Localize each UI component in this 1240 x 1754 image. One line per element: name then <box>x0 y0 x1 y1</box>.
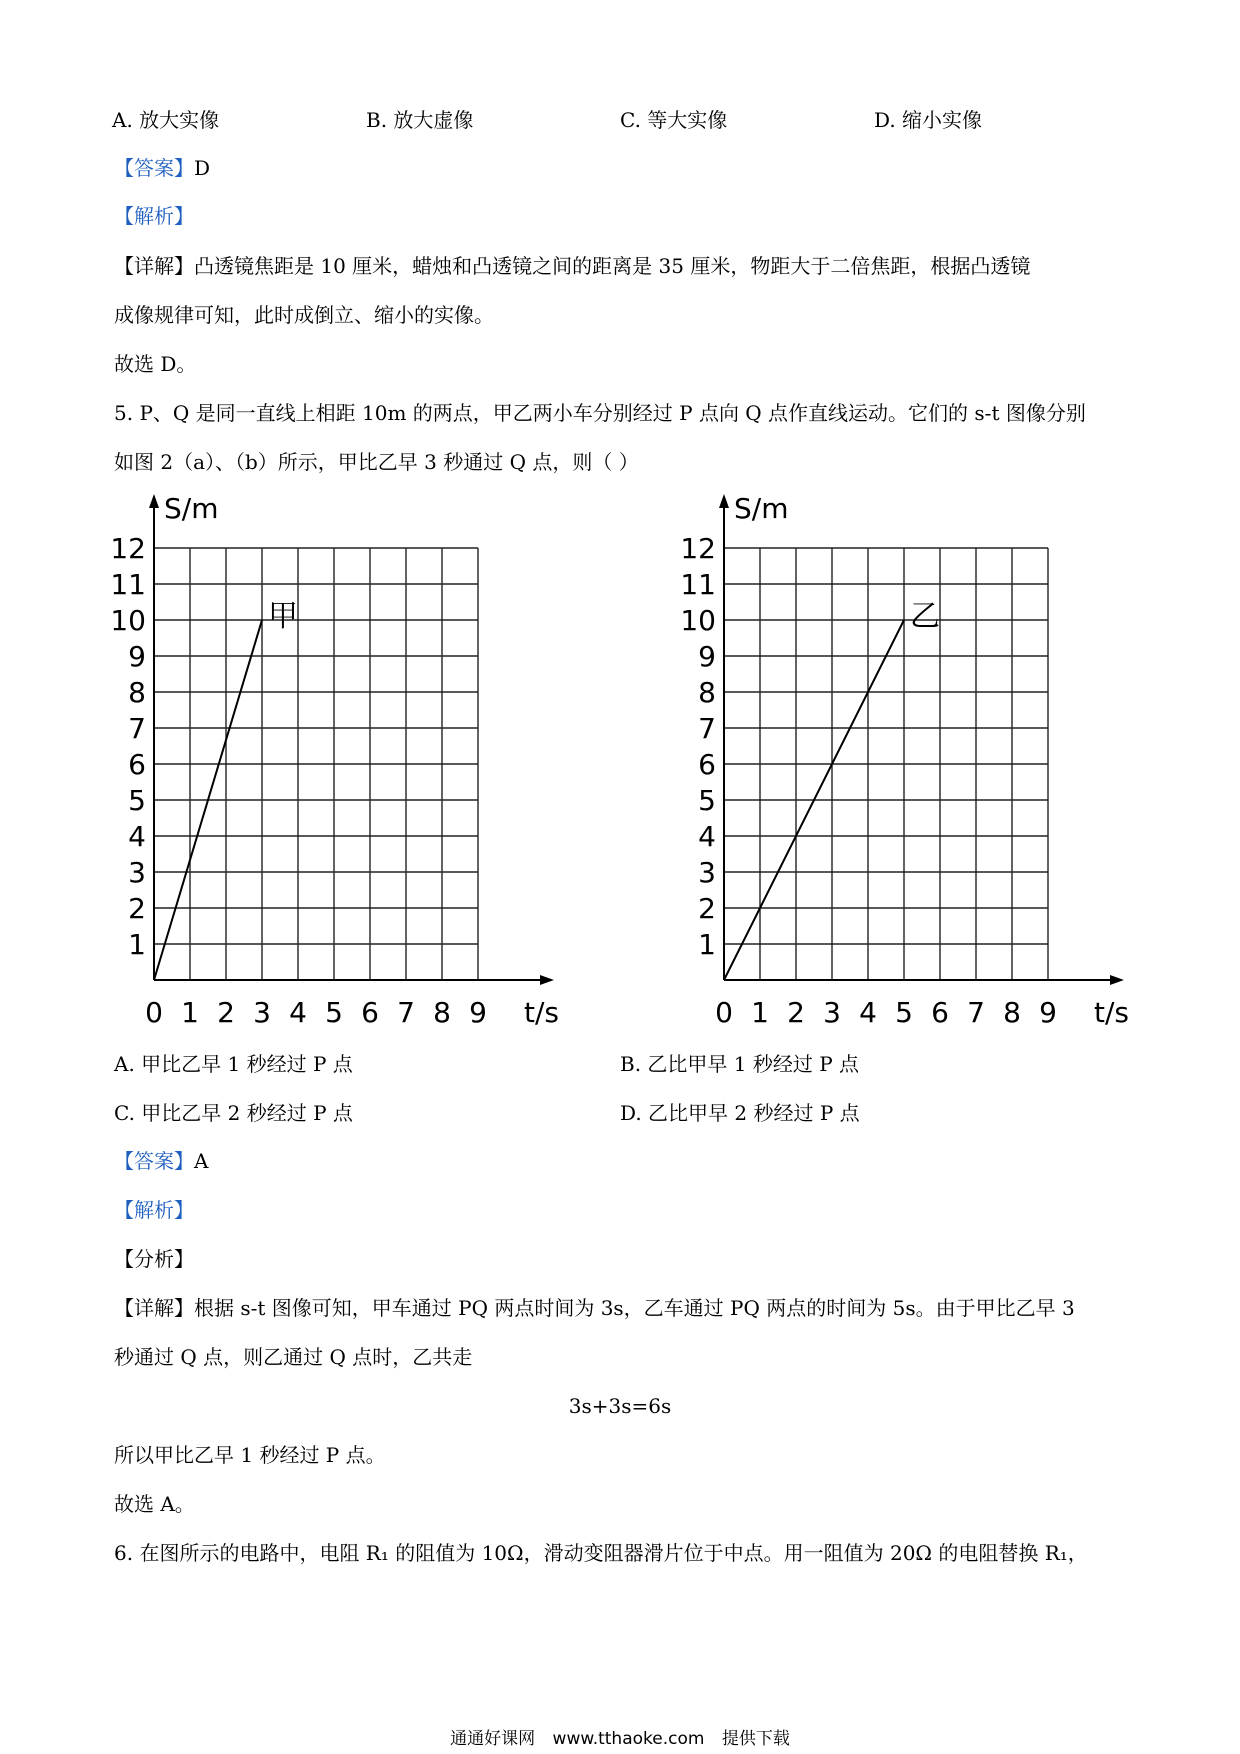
q4-conclusion: 故选 D。 <box>114 352 197 376</box>
x-axis-arrow <box>1110 975 1124 985</box>
y-tick-label: 2 <box>128 892 146 925</box>
x-tick-label: 8 <box>1003 996 1021 1029</box>
q4-analysis-tag: 【解析】 <box>114 204 194 228</box>
y-tick-label: 1 <box>128 928 146 961</box>
q4-option-c: C. 等大实像 <box>620 108 728 132</box>
y-tick-label: 3 <box>698 856 716 889</box>
q5-detail-line2: 秒通过 Q 点，则乙通过 Q 点时，乙共走 <box>114 1345 473 1369</box>
x-tick-label: 1 <box>751 996 769 1029</box>
q5-detail-line3: 所以甲比乙早 1 秒经过 P 点。 <box>114 1443 386 1467</box>
y-tick-label: 10 <box>110 604 146 637</box>
q4-option-a: A. 放大实像 <box>112 108 220 132</box>
q5-option-b: B. 乙比甲早 1 秒经过 P 点 <box>620 1052 860 1076</box>
answer-tag: 【答案】 <box>114 156 194 180</box>
y-tick-label: 9 <box>128 640 146 673</box>
y-axis-label: S/m <box>164 492 219 525</box>
y-tick-label: 6 <box>128 748 146 781</box>
y-tick-label: 11 <box>680 568 716 601</box>
x-tick-label: 3 <box>823 996 841 1029</box>
y-tick-label: 8 <box>128 676 146 709</box>
x-tick-label: 7 <box>397 996 415 1029</box>
y-axis-arrow <box>719 494 729 508</box>
x-tick-label: 9 <box>1039 996 1057 1029</box>
q4-detail-line2: 成像规律可知，此时成倒立、缩小的实像。 <box>114 303 494 327</box>
answer-value: A <box>194 1149 209 1173</box>
q4-options <box>0 104 1240 134</box>
page-footer <box>0 1724 1240 1749</box>
y-tick-label: 11 <box>110 568 146 601</box>
detail-tag: 【详解】 <box>114 1296 194 1320</box>
x-tick-label: 2 <box>217 996 235 1029</box>
y-tick-label: 4 <box>698 820 716 853</box>
q5-answer <box>114 1147 208 1175</box>
x-tick-label: 9 <box>469 996 487 1029</box>
x-tick-label: 7 <box>967 996 985 1029</box>
answer-tag: 【答案】 <box>114 1149 194 1173</box>
st-graph-b <box>680 490 1150 1030</box>
detail-tag: 【详解】 <box>114 254 194 278</box>
footer-note: 提供下载 <box>721 1729 790 1749</box>
y-tick-label: 6 <box>698 748 716 781</box>
y-tick-label: 8 <box>698 676 716 709</box>
answer-value: D <box>194 156 211 180</box>
q4-option-d: D. 缩小实像 <box>874 108 983 132</box>
q5-option-a: A. 甲比乙早 1 秒经过 P 点 <box>114 1052 353 1076</box>
y-tick-label: 5 <box>128 784 146 817</box>
series-label: 甲 <box>268 599 298 634</box>
x-axis-arrow <box>540 975 554 985</box>
x-tick-label: 1 <box>181 996 199 1029</box>
y-tick-label: 7 <box>128 712 146 745</box>
y-tick-label: 9 <box>698 640 716 673</box>
y-tick-label: 7 <box>698 712 716 745</box>
y-tick-label: 2 <box>698 892 716 925</box>
q5-option-d: D. 乙比甲早 2 秒经过 P 点 <box>620 1101 860 1125</box>
q5-stem-line2: 如图 2（a）、（b）所示，甲比乙早 3 秒通过 Q 点，则（ ） <box>114 450 639 474</box>
x-tick-label: 5 <box>895 996 913 1029</box>
x-tick-label: 3 <box>253 996 271 1029</box>
q5-option-c: C. 甲比乙早 2 秒经过 P 点 <box>114 1101 353 1125</box>
st-graph-a <box>110 490 580 1030</box>
x-tick-label: 2 <box>787 996 805 1029</box>
x-tick-label: 4 <box>289 996 307 1029</box>
y-tick-label: 4 <box>128 820 146 853</box>
y-tick-label: 12 <box>110 532 146 565</box>
x-tick-label: 4 <box>859 996 877 1029</box>
y-tick-label: 5 <box>698 784 716 817</box>
q5-detail-line1 <box>114 1294 1075 1322</box>
x-axis-label: t/s <box>524 996 559 1029</box>
x-tick-label: 6 <box>361 996 379 1029</box>
x-axis-label: t/s <box>1094 996 1129 1029</box>
q4-answer <box>114 154 210 182</box>
y-tick-label: 3 <box>128 856 146 889</box>
footer-site-name: 通通好课网 <box>450 1729 536 1749</box>
y-axis-arrow <box>149 494 159 508</box>
x-tick-label: 0 <box>715 996 733 1029</box>
y-tick-label: 12 <box>680 532 716 565</box>
x-tick-label: 5 <box>325 996 343 1029</box>
y-tick-label: 1 <box>698 928 716 961</box>
q5-analysis-tag: 【解析】 <box>114 1198 194 1222</box>
q5-conclusion: 故选 A。 <box>114 1492 195 1516</box>
detail-text: 根据 s-t 图像可知，甲车通过 PQ 两点时间为 3s，乙车通过 PQ 两点的时间为 5s。由于甲比乙早 3 <box>194 1296 1075 1320</box>
x-tick-label: 8 <box>433 996 451 1029</box>
q4-option-b: B. 放大虚像 <box>366 108 474 132</box>
q5-equation: 3s+3s=6s <box>568 1394 672 1418</box>
y-tick-label: 10 <box>680 604 716 637</box>
q5-fenxi-tag: 【分析】 <box>114 1247 194 1271</box>
footer-url: www.tthaoke.com <box>552 1729 705 1749</box>
series-label: 乙 <box>910 599 940 634</box>
x-tick-label: 6 <box>931 996 949 1029</box>
q5-stem-line1: 5. P、Q 是同一直线上相距 10m 的两点，甲乙两小车分别经过 P 点向 Q 点作直线运动。它们的 s-t 图像分别 <box>114 401 1086 425</box>
detail-text: 凸透镜焦距是 10 厘米，蜡烛和凸透镜之间的距离是 35 厘米，物距大于二倍焦距，根据凸透镜 <box>194 254 1031 278</box>
q6-stem-line1: 6. 在图所示的电路中，电阻 R₁ 的阻值为 10Ω，滑动变阻器滑片位于中点。用一阻值为 20Ω 的电阻替换 R₁， <box>114 1541 1088 1565</box>
q4-detail-line1 <box>114 252 1030 280</box>
x-tick-label: 0 <box>145 996 163 1029</box>
y-axis-label: S/m <box>734 492 789 525</box>
